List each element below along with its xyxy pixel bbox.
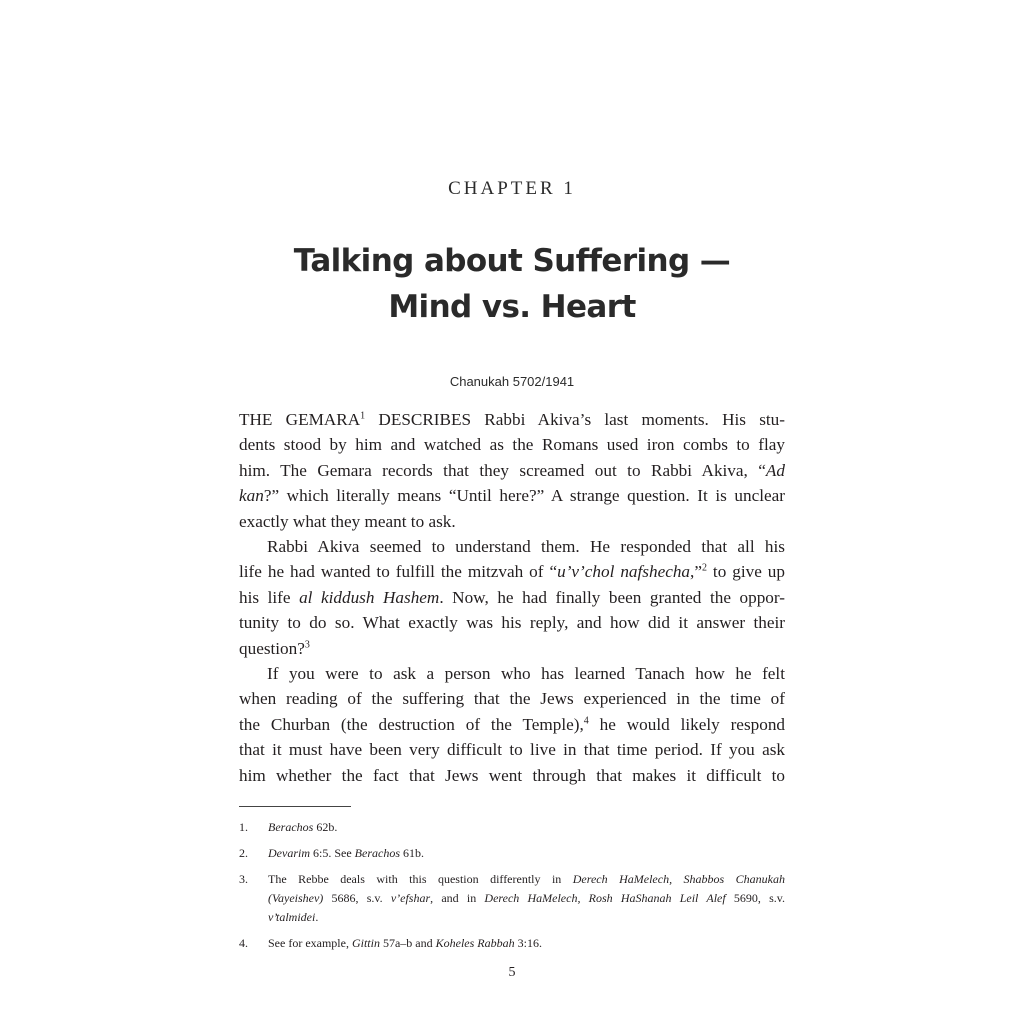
paragraph-1-line-2: dents stood by him and watched as the Romans used iron combs to flay [239,435,785,455]
paragraph-3-line-5: him whether the fact that Jews went through that makes it difficult to [239,765,785,785]
chapter-title-line-2: Mind vs. Heart [388,289,636,325]
footnote-4: 4. See for example, Gittin 57a–b and Koheles Rabbah 3:16. [239,934,785,953]
chapter-dateline: Chanukah 5702/1941 [449,374,575,389]
paragraph-1-line-4: kan?” which literally means “Until here?” A strange question. It is unclear [239,486,785,506]
page-number: 5 [508,965,516,980]
footnote-number: 3. [239,872,248,886]
footnote-1: 1. Berachos 62b. [239,818,785,837]
paragraph-2 [239,534,785,661]
footnote-ref-4: 4 [583,715,589,727]
chapter-title [0,238,1024,330]
paragraph-2-line-3: his life al kiddush Hashem. Now, he had finally been granted the oppor- [239,587,785,607]
paragraph-3-line-4: that it must have been very difficult to live in that time period. If you ask [239,740,785,760]
paragraph-2-line-4: tunity to do so. What exactly was his reply, and how did it answer their [239,613,785,633]
body-text [239,407,785,788]
paragraph-1-line-1: THE GEMARA$^1$ DESCRIBES Rabbi Akiva’s last moments. His stu- [239,410,785,429]
footnote-number: 1. [239,820,248,834]
footnote-number: 2. [239,846,248,860]
footnote-ref-2: 2 [701,562,707,574]
footnote-ref-1: 1 [360,410,366,422]
footnote-2: 2. Devarim 6:5. See Berachos 61b. [239,844,785,863]
paragraph-1-line-3: him. The Gemara records that they screamed out to Rabbi Akiva, “Ad [239,460,785,480]
footnote-3: 3. The Rebbe deals with this question differently in Derech HaMelech, Shabbos Chanukah (Vayeishev) 5686, s.v. v’efshar, and in Derech HaMelech, Rosh HaShanah Leil Alef 5690, s.v. v’talmidei. [239,872,785,924]
chapter-title-line-1: Talking about Suffering — [293,243,731,279]
footnote-divider [239,806,351,807]
paragraph-3-line-3: the Churban (the destruction of the Temple),$^4$ he would likely respond [239,714,786,734]
chapter-label: CHAPTER 1 [448,178,576,199]
paragraph-3-line-1: If you were to ask a person who has learned Tanach how he felt [267,664,785,684]
paragraph-3 [239,661,785,788]
paragraph-2-line-5: question?$^3$ [239,638,310,658]
paragraph-2-line-1: Rabbi Akiva seemed to understand them. He responded that all his [267,537,785,557]
footnote-ref-3: 3 [304,638,310,650]
footnote-number: 4. [239,936,248,950]
paragraph-3-line-2: when reading of the suffering that the Jews experienced in the time of [239,689,785,709]
paragraph-2-line-2: life he had wanted to fulfill the mitzvah of “u’v’chol nafshecha,”$^2$ to give up [239,562,785,582]
footnotes [239,818,785,960]
paragraph-1 [239,407,785,534]
paragraph-1-line-5: exactly what they meant to ask. [239,511,456,531]
